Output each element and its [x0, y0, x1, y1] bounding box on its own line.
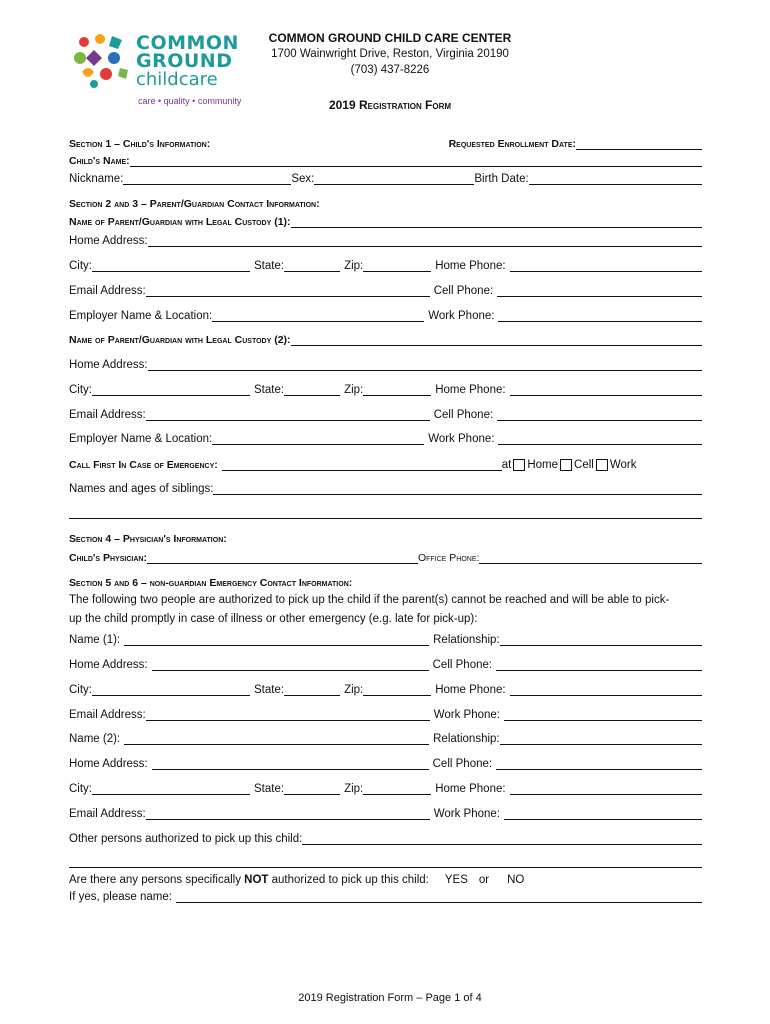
p2-employer-field[interactable]	[212, 433, 424, 445]
physician-row	[69, 550, 702, 564]
c2-city-row	[69, 781, 702, 795]
parent1-name-field[interactable]	[291, 216, 702, 228]
c1-zip-label: Zip:	[344, 684, 364, 696]
c1-city-field[interactable]	[92, 684, 250, 696]
c2-work-phone-label: Work Phone:	[433, 808, 500, 820]
p1-cell-phone-field[interactable]	[497, 285, 702, 297]
nickname-row	[69, 171, 702, 185]
c2-relationship-field[interactable]	[500, 733, 702, 745]
c2-state-field[interactable]	[284, 783, 340, 795]
p1-email-row	[69, 283, 702, 297]
p1-city-label: City:	[69, 260, 92, 272]
p2-home-phone-label: Home Phone:	[435, 384, 506, 396]
c1-email-field[interactable]	[146, 709, 430, 721]
cell-checkbox[interactable]	[560, 459, 572, 471]
logo-mark-icon	[72, 32, 134, 90]
yes-option[interactable]: YES	[444, 874, 468, 886]
work-checkbox[interactable]	[596, 459, 608, 471]
logo-word-ground: GROUND	[136, 50, 233, 72]
pickup-intro-line2: up the child promptly in case of illness or other emergency (e.g. late for pick-up):	[69, 613, 478, 625]
c2-cell-phone-label: Cell Phone:	[432, 758, 493, 770]
c1-work-phone-label: Work Phone:	[433, 709, 500, 721]
p2-employer-row	[69, 431, 702, 445]
p2-city-field[interactable]	[92, 384, 250, 396]
p1-zip-field[interactable]	[363, 260, 431, 272]
org-phone: (703) 437-8226	[350, 64, 430, 76]
not-authorized-bold: NOT	[244, 874, 269, 886]
p1-home-address-row	[69, 233, 702, 247]
p1-email-field[interactable]	[146, 285, 430, 297]
p2-email-label: Email Address:	[69, 409, 146, 421]
logo-tagline: care • quality • community	[138, 96, 242, 106]
office-phone-label: Office Phone:	[417, 552, 480, 564]
c2-email-field[interactable]	[146, 808, 430, 820]
logo	[72, 30, 272, 110]
call-first-label: Call First In Case of Emergency:	[69, 459, 218, 471]
pickup-intro-paragraph	[69, 591, 709, 629]
p2-state-label: State:	[254, 384, 285, 396]
p1-home-phone-label: Home Phone:	[435, 260, 506, 272]
section4-heading: Section 4 – Physician's Information:	[69, 533, 227, 545]
section23-heading: Section 2 and 3 – Parent/Guardian Contact Information:	[69, 198, 320, 210]
child-name-row	[69, 153, 702, 167]
p2-state-field[interactable]	[284, 384, 340, 396]
physician-field[interactable]	[147, 552, 418, 564]
c2-relationship-label: Relationship:	[433, 733, 500, 745]
siblings-field[interactable]	[213, 483, 702, 495]
c1-home-address-row	[69, 657, 702, 671]
p1-city-field[interactable]	[92, 260, 250, 272]
sex-field[interactable]	[314, 173, 474, 185]
section23-heading-row	[69, 196, 702, 210]
p1-zip-label: Zip:	[344, 260, 364, 272]
c2-home-address-field[interactable]	[152, 758, 429, 770]
form-title: 2019 Registration Form	[328, 98, 452, 112]
home-option-label: Home	[527, 459, 559, 471]
c1-name-field[interactable]	[124, 634, 429, 646]
enrollment-date-field[interactable]	[576, 138, 702, 150]
c1-state-label: State:	[254, 684, 285, 696]
c1-home-address-label: Home Address:	[69, 659, 148, 671]
c2-city-label: City:	[69, 783, 92, 795]
c2-home-address-row	[69, 756, 702, 770]
p2-cell-phone-field[interactable]	[497, 409, 702, 421]
other-persons-row	[69, 831, 702, 845]
c2-work-phone-field[interactable]	[504, 808, 702, 820]
p2-zip-label: Zip:	[344, 384, 364, 396]
siblings-row	[69, 481, 702, 495]
parent2-row	[69, 332, 702, 346]
p2-work-phone-label: Work Phone:	[428, 433, 495, 445]
p2-home-address-row	[69, 357, 702, 371]
section4-heading-row	[69, 531, 702, 545]
c2-state-label: State:	[254, 783, 285, 795]
c1-home-address-field[interactable]	[152, 659, 429, 671]
c1-home-phone-field[interactable]	[510, 684, 702, 696]
other-persons-field[interactable]	[302, 833, 702, 845]
c1-city-label: City:	[69, 684, 92, 696]
p2-home-address-field[interactable]	[148, 359, 702, 371]
p2-city-row	[69, 382, 702, 396]
child-name-label: Child's Name:	[69, 155, 130, 167]
org-name: COMMON GROUND CHILD CARE CENTER	[268, 31, 512, 45]
p2-email-field[interactable]	[146, 409, 430, 421]
at-label: at	[501, 459, 512, 471]
nickname-label: Nickname:	[69, 173, 124, 185]
if-yes-row	[69, 889, 702, 903]
p1-work-phone-field[interactable]	[498, 310, 702, 322]
c1-city-row	[69, 682, 702, 696]
c2-city-field[interactable]	[92, 783, 250, 795]
parent1-row	[69, 214, 702, 228]
p1-home-address-label: Home Address:	[69, 235, 148, 247]
org-address: 1700 Wainwright Drive, Reston, Virginia 20190	[271, 48, 509, 60]
c2-zip-label: Zip:	[344, 783, 364, 795]
p1-home-address-field[interactable]	[148, 235, 702, 247]
not-authorized-row	[69, 872, 702, 886]
no-option[interactable]: NO	[507, 874, 525, 886]
siblings-label: Names and ages of siblings:	[69, 483, 214, 495]
p1-home-phone-field[interactable]	[510, 260, 702, 272]
work-option-label: Work	[609, 459, 637, 471]
other-persons-extra-line[interactable]	[69, 867, 702, 868]
p2-employer-label: Employer Name & Location:	[69, 433, 213, 445]
p2-home-phone-field[interactable]	[510, 384, 702, 396]
c2-zip-field[interactable]	[363, 783, 431, 795]
c1-email-row	[69, 707, 702, 721]
siblings-extra-line[interactable]	[69, 518, 702, 519]
p2-home-address-label: Home Address:	[69, 359, 148, 371]
c2-name-field[interactable]	[124, 733, 429, 745]
page-footer: 2019 Registration Form – Page 1 of 4	[298, 992, 482, 1004]
not-authorized-question	[69, 874, 429, 886]
c1-relationship-field[interactable]	[500, 634, 702, 646]
if-yes-label: If yes, please name:	[69, 891, 172, 903]
section56-heading-row	[69, 575, 702, 589]
c2-home-phone-label: Home Phone:	[435, 783, 506, 795]
p2-zip-field[interactable]	[363, 384, 431, 396]
c2-home-phone-field[interactable]	[510, 783, 702, 795]
if-yes-field[interactable]	[176, 891, 702, 903]
parent1-label: Name of Parent/Guardian with Legal Custody (1):	[69, 216, 291, 228]
pickup-intro-line1: The following two people are authorized to pick up the child if the parent(s) cannot be reached and will be able to pick-	[69, 594, 670, 606]
p1-work-phone-label: Work Phone:	[428, 310, 495, 322]
c2-cell-phone-field[interactable]	[496, 758, 702, 770]
p1-state-field[interactable]	[284, 260, 340, 272]
c1-relationship-label: Relationship:	[433, 634, 500, 646]
p2-email-row	[69, 407, 702, 421]
child-name-field[interactable]	[130, 155, 702, 167]
p2-work-phone-field[interactable]	[498, 433, 702, 445]
c1-cell-phone-field[interactable]	[496, 659, 702, 671]
emergency-call-row	[69, 457, 702, 471]
c2-name-row	[69, 731, 702, 745]
p1-employer-field[interactable]	[212, 310, 424, 322]
c1-home-phone-label: Home Phone:	[435, 684, 506, 696]
cell-option-label: Cell	[574, 459, 594, 471]
birth-date-label: Birth Date:	[474, 173, 529, 185]
not-authorized-pre: Are there any persons specifically	[69, 874, 245, 886]
c1-name-label: Name (1):	[69, 634, 121, 646]
other-persons-label: Other persons authorized to pick up this child:	[69, 833, 303, 845]
c1-zip-field[interactable]	[363, 684, 431, 696]
p1-city-row	[69, 258, 702, 272]
p1-cell-phone-label: Cell Phone:	[433, 285, 494, 297]
home-checkbox[interactable]	[513, 459, 525, 471]
c2-email-label: Email Address:	[69, 808, 146, 820]
c1-email-label: Email Address:	[69, 709, 146, 721]
c1-state-field[interactable]	[284, 684, 340, 696]
p2-cell-phone-label: Cell Phone:	[433, 409, 494, 421]
c1-name-row	[69, 632, 702, 646]
or-label: or	[478, 874, 490, 886]
c2-home-address-label: Home Address:	[69, 758, 148, 770]
physician-label: Child's Physician:	[69, 552, 147, 564]
parent2-label: Name of Parent/Guardian with Legal Custody (2):	[69, 334, 291, 346]
parent2-name-field[interactable]	[291, 334, 702, 346]
p1-state-label: State:	[254, 260, 285, 272]
p1-employer-label: Employer Name & Location:	[69, 310, 213, 322]
p1-email-label: Email Address:	[69, 285, 146, 297]
nickname-field[interactable]	[123, 173, 291, 185]
c2-email-row	[69, 806, 702, 820]
section56-heading: Section 5 and 6 – non-guardian Emergency Contact Information:	[69, 577, 353, 589]
c2-name-label: Name (2):	[69, 733, 121, 745]
logo-word-common: COMMON	[136, 32, 239, 54]
birth-date-field[interactable]	[529, 173, 702, 185]
p2-city-label: City:	[69, 384, 92, 396]
section1-heading-row	[69, 136, 702, 150]
enrollment-date-label: Requested Enrollment Date:	[448, 138, 576, 150]
logo-word-childcare: childcare	[136, 69, 218, 90]
call-first-field[interactable]	[222, 459, 502, 471]
sex-label: Sex:	[291, 173, 315, 185]
not-authorized-post: authorized to pick up this child:	[268, 874, 429, 886]
section1-heading: Section 1 – Child's Information:	[69, 138, 211, 150]
p1-employer-row	[69, 308, 702, 322]
c1-work-phone-field[interactable]	[504, 709, 702, 721]
c1-cell-phone-label: Cell Phone:	[432, 659, 493, 671]
office-phone-field[interactable]	[479, 552, 702, 564]
